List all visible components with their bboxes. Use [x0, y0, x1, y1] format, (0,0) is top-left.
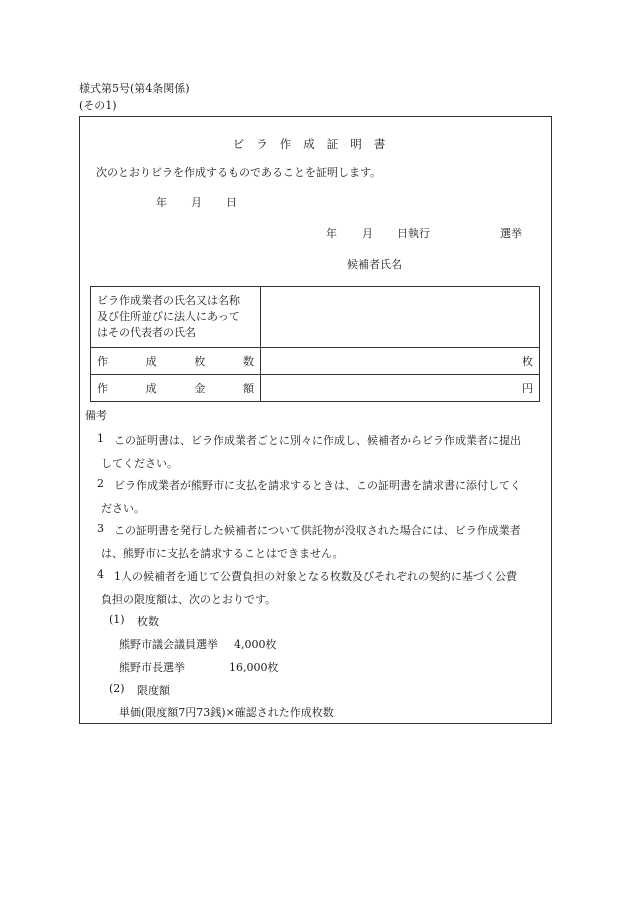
quantity-value-cell[interactable]: [261, 348, 540, 375]
producer-label-cell: [91, 287, 261, 348]
candidate-name-label: 候補者氏名: [347, 258, 402, 271]
certification-statement: 次のとおりビラを作成するものであることを証明します。: [96, 166, 382, 179]
form-number: 様式第5号(第4条関係): [79, 82, 190, 95]
remark-number: 4: [97, 568, 104, 581]
document-frame: [79, 116, 552, 724]
date-day-label: 日: [226, 196, 237, 209]
label-char: 枚: [194, 355, 206, 368]
label-char: 作: [97, 382, 108, 395]
remark-number: 3: [97, 522, 104, 535]
quantity-unit: 枚: [522, 355, 533, 368]
label-char: 金: [194, 382, 206, 395]
label-char: 成: [145, 355, 157, 368]
amount-value-cell[interactable]: [261, 375, 540, 402]
election-month-label: 月: [362, 227, 373, 240]
remark-line: ビラ作成業者が熊野市に支払を請求するときは、この証明書を請求書に添付してく: [114, 479, 521, 492]
sub-item-label: (1): [109, 613, 125, 626]
table-row: [91, 348, 540, 375]
producer-label-line: はその代表者の氏名: [97, 326, 196, 339]
certificate-table: [90, 286, 540, 402]
producer-value-cell[interactable]: [261, 287, 540, 348]
sub-item-title: 限度額: [137, 684, 170, 697]
producer-label-line: ビラ作成業者の氏名又は名称: [97, 294, 240, 307]
label-char: 額: [242, 382, 254, 395]
label-char: 数: [242, 355, 254, 368]
sub-item-title: 枚数: [137, 615, 159, 628]
form-part: (その1): [79, 99, 117, 112]
producer-label-line: 及び住所並びに法人にあって: [97, 310, 240, 323]
quantity-label-cell: [91, 348, 261, 375]
document-title: ビラ作成証明書: [232, 137, 398, 151]
remark-number: 1: [97, 432, 104, 445]
date-year-label: 年: [156, 196, 167, 209]
quantity-entry-count: 4,000枚: [234, 638, 277, 651]
quantity-entry-name: 熊野市議会議員選挙: [119, 638, 218, 651]
remark-line: この証明書を発行した候補者について供託物が没収された場合には、ビラ作成業者: [114, 524, 521, 537]
table-row: [91, 375, 540, 402]
remark-line: は、熊野市に支払を請求することはできません。: [101, 547, 344, 560]
sub-item-label: (2): [109, 682, 125, 695]
label-char: 成: [145, 382, 157, 395]
remark-line: この証明書は、ビラ作成業者ごとに別々に作成し、候補者からビラ作成業者に提出: [114, 434, 521, 447]
amount-label-cell: [91, 375, 261, 402]
remark-number: 2: [97, 477, 104, 490]
election-year-label: 年: [326, 227, 337, 240]
election-label: 選挙: [500, 227, 522, 240]
label-char: 作: [97, 355, 108, 368]
remarks-heading: 備考: [85, 409, 107, 422]
remark-line: ださい。: [101, 502, 145, 515]
remark-line: してください。: [101, 457, 178, 470]
date-month-label: 月: [191, 196, 202, 209]
quantity-entry-count: 16,000枚: [229, 661, 279, 674]
remark-line: 負担の限度額は、次のとおりです。: [101, 593, 277, 606]
table-row: [91, 287, 540, 348]
limit-formula: 単価(限度額7円73銭)×確認された作成枚数: [119, 706, 334, 719]
amount-unit: 円: [522, 382, 533, 395]
quantity-entry-name: 熊野市長選挙: [119, 661, 185, 674]
remark-line: 1人の候補者を通じて公費負担の対象となる枚数及びそれぞれの契約に基づく公費: [114, 570, 517, 583]
election-executed-label: 日執行: [397, 227, 430, 240]
